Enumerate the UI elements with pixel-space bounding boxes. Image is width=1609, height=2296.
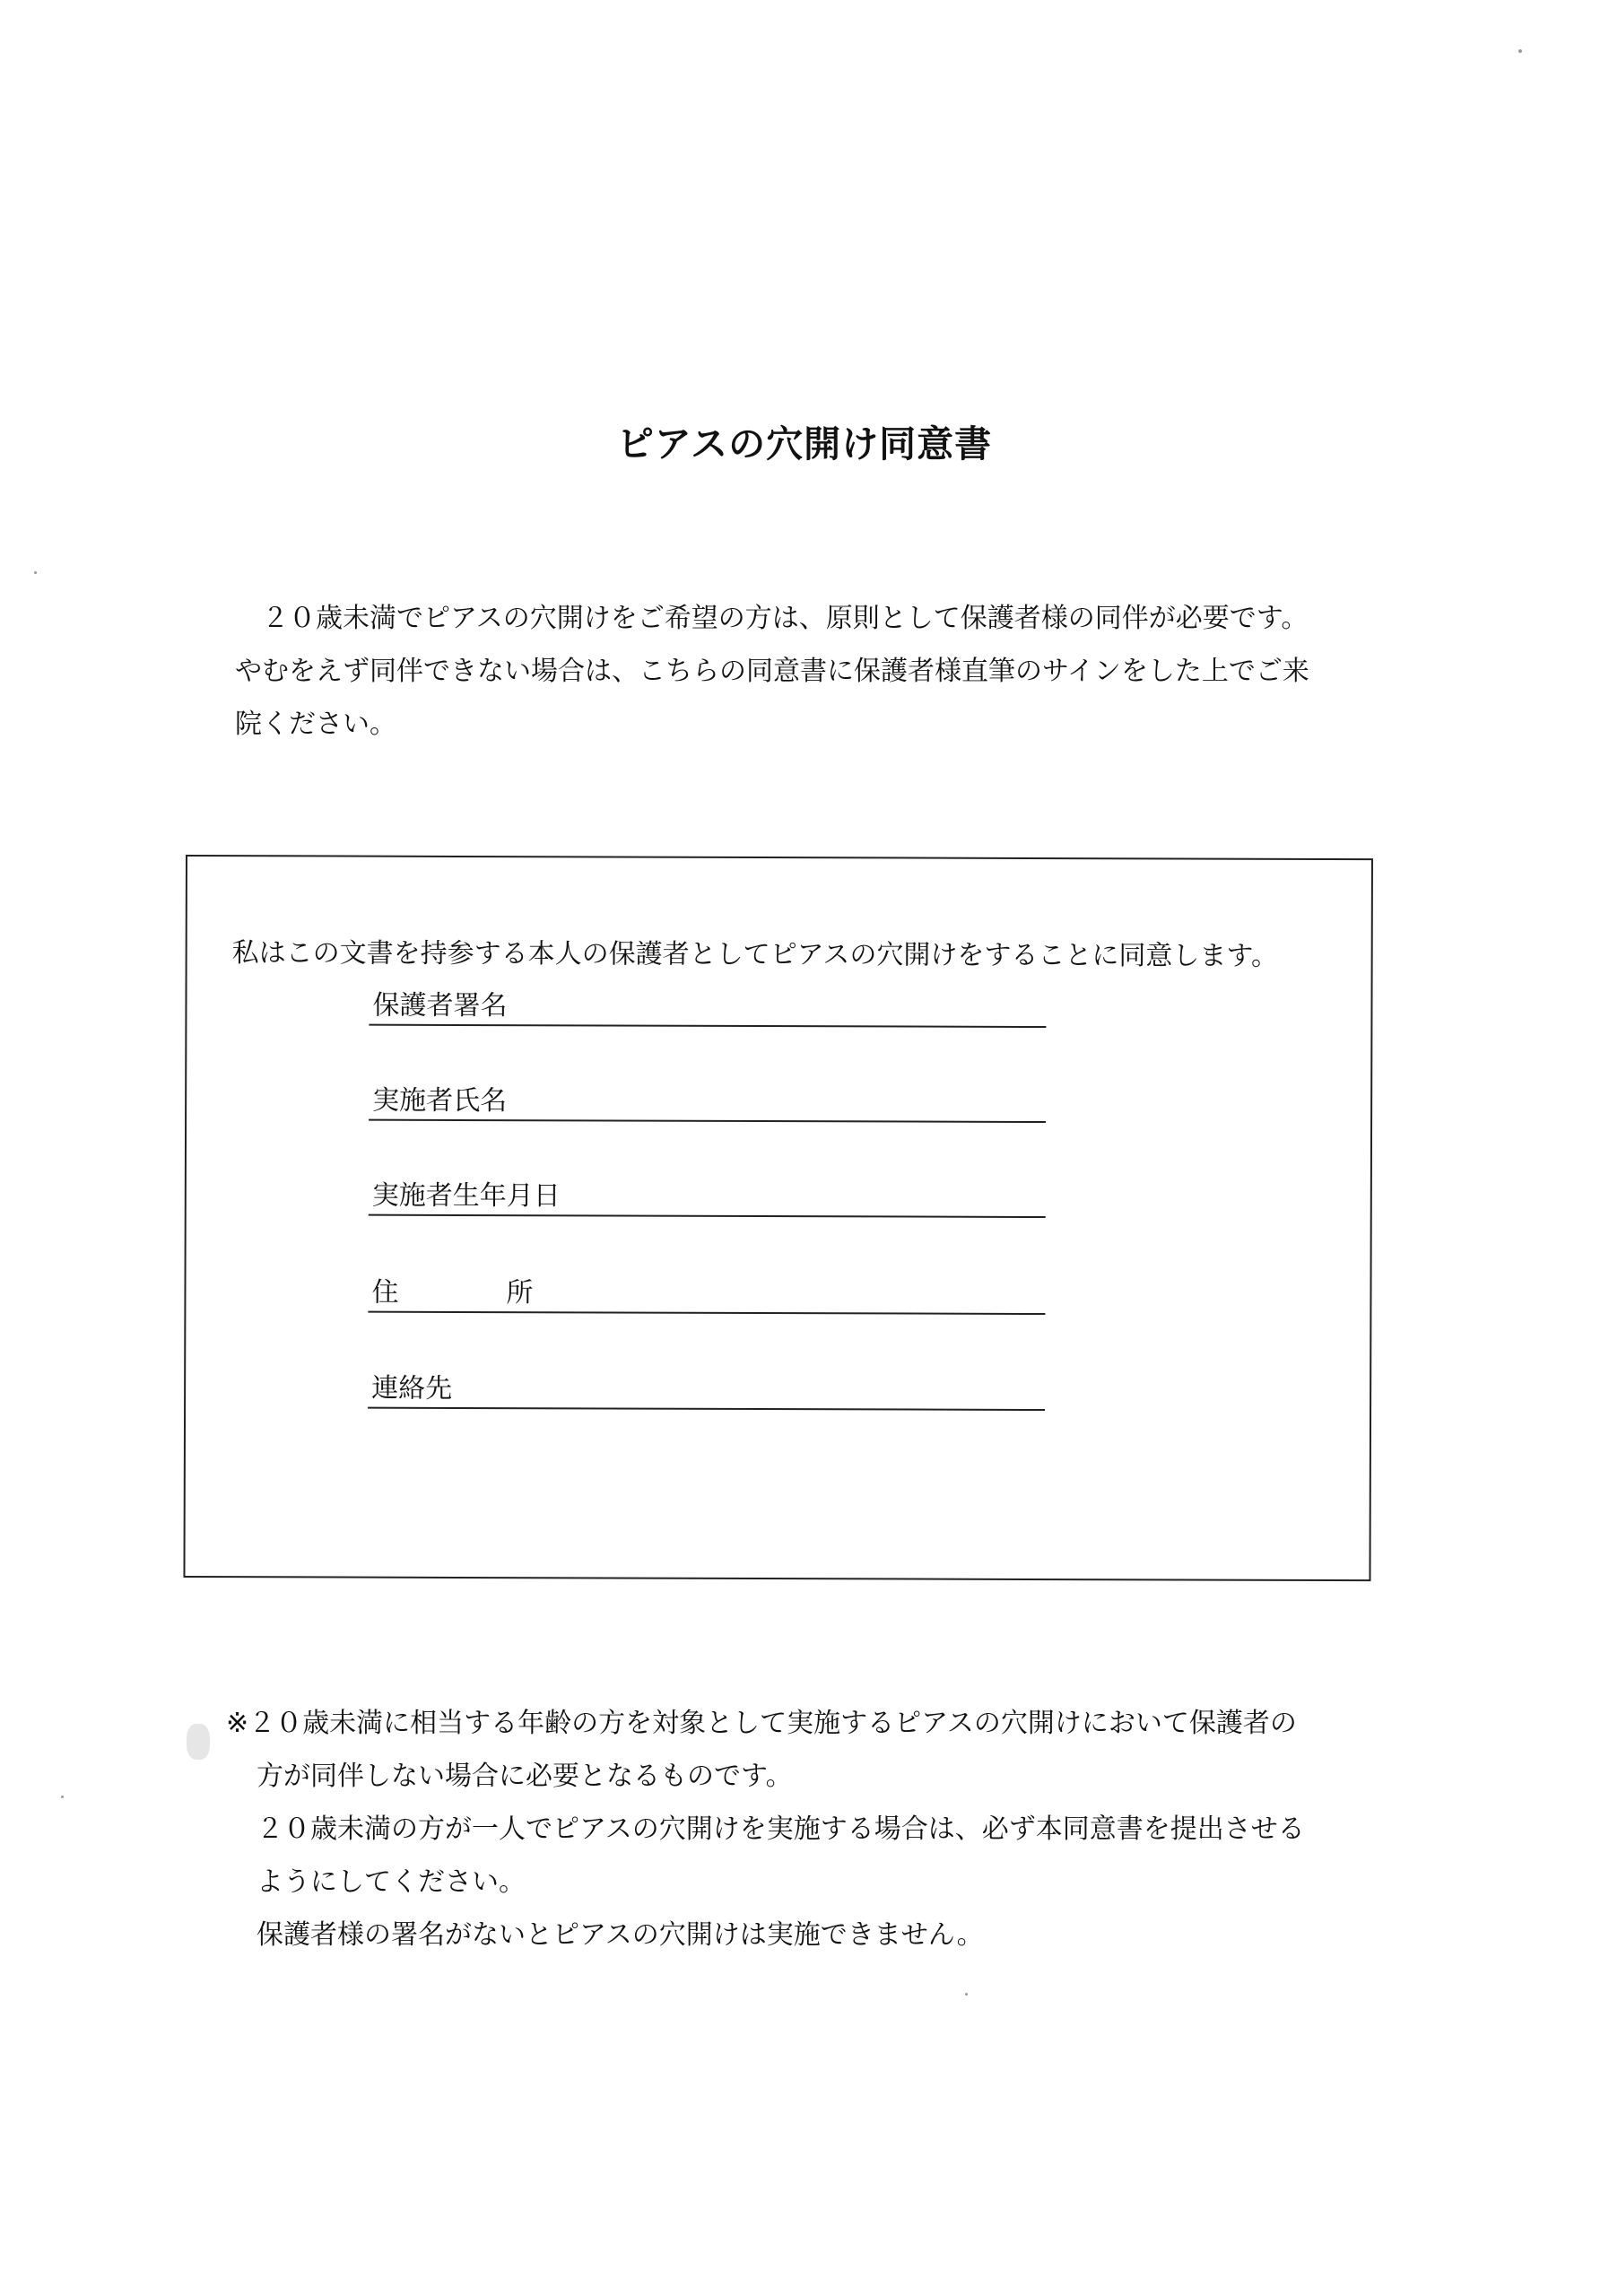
intro-line: やむをえず同伴できない場合は、こちらの同意書に保護者様直筆のサインをした上でご来	[235, 656, 1309, 687]
document-title: ピアスの穴開け同意書	[616, 422, 993, 465]
note-line: 方が同伴しない場合に必要となるものです。	[257, 1761, 793, 1792]
address-field[interactable]	[368, 1270, 1045, 1315]
note-line: ２０歳未満の方が一人でピアスの穴開けを実施する場合は、必ず本同意書を提出させる	[257, 1813, 1305, 1845]
scan-speck	[34, 571, 37, 574]
notes-section	[226, 1697, 1410, 1961]
intro-line: 院ください。	[235, 709, 396, 740]
intro-line: ２０歳未満でピアスの穴開けをご希望の方は、原則として保護者様の同伴が必要です。	[262, 603, 1309, 634]
scan-smudge	[187, 1724, 210, 1760]
scan-speck	[61, 1796, 64, 1798]
guardian-signature-field[interactable]	[369, 983, 1046, 1028]
scan-speck	[1518, 49, 1522, 53]
patient-name-field[interactable]	[369, 1078, 1046, 1123]
note-line: ※２０歳未満に相当する年齢の方を対象として実施するピアスの穴開けにおいて保護者の	[226, 1708, 1297, 1739]
address-label-part1: 住	[371, 1276, 399, 1309]
guardian-signature-label: 保護者署名	[372, 989, 508, 1022]
patient-birthdate-field[interactable]	[369, 1173, 1046, 1218]
consent-statement: 私はこの文書を持参する本人の保護者としてピアスの穴開けをすることに同意します。	[231, 937, 1279, 972]
patient-birthdate-label: 実施者生年月日	[371, 1179, 561, 1213]
intro-paragraph	[235, 592, 1401, 751]
address-label	[371, 1270, 533, 1310]
note-line: ようにしてください。	[257, 1866, 526, 1898]
address-label-part2: 所	[506, 1277, 534, 1309]
consent-box	[183, 855, 1373, 1581]
note-line: 保護者様の署名がないとピアスの穴開けは実施できません。	[257, 1919, 984, 1951]
patient-name-label: 実施者氏名	[372, 1084, 508, 1118]
contact-label: 連絡先	[371, 1372, 453, 1405]
contact-field[interactable]	[368, 1366, 1045, 1411]
scan-speck	[965, 1993, 968, 1996]
